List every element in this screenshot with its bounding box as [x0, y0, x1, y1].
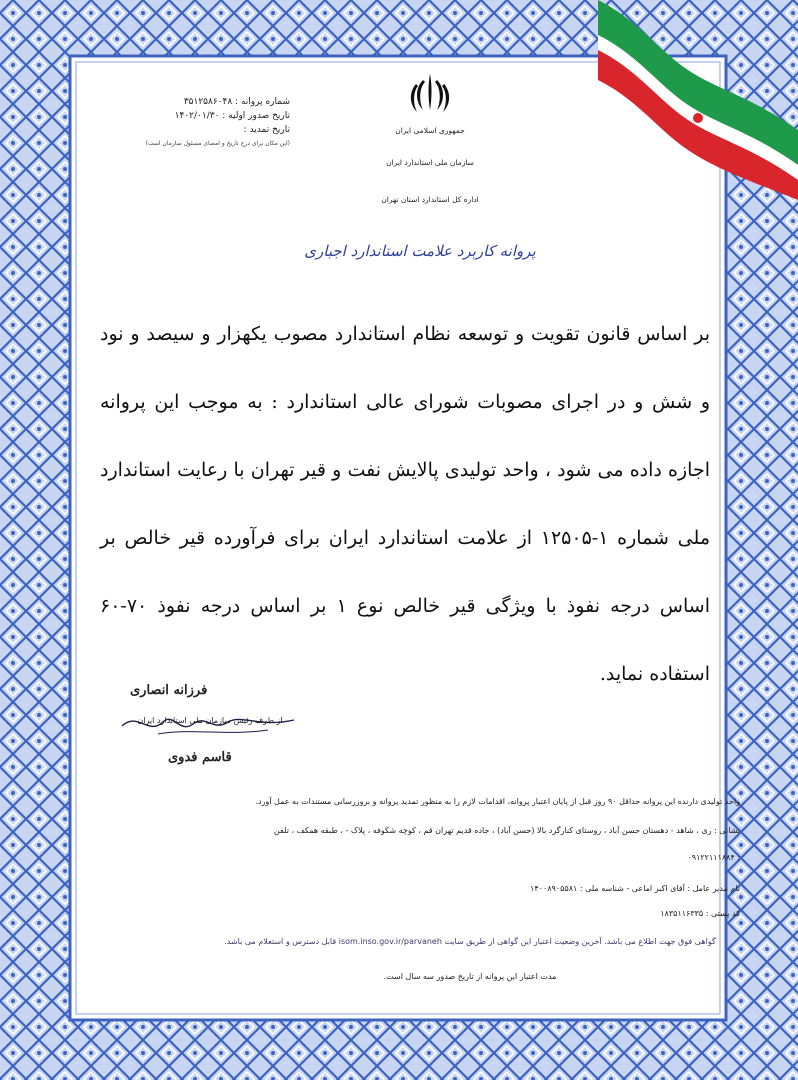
org-line-2: سازمان ملی استاندارد ایران: [386, 158, 474, 167]
second-signer-name: قاسم فدوی: [168, 750, 232, 765]
document-title: پروانه کاربرد علامت استاندارد اجباری: [304, 242, 536, 260]
license-body-text: بر اساس قانون تقویت و توسعه نظام استاندارد مصوب یکهزار و سیصد و نود و شش و در اجرای مصوبات شورای عالی استاندارد : به موجب این پروانه اجازه داده می شود ، واحد تولیدی پالایش نفت و قیر تهران با رعایت استاندارد ملی شماره ۱-۱۲۵۰۵ از علامت استاندارد ایران برای فرآورده قیر خالص بر اساس درجه نفوذ با ویژگی قیر خالص نوع ۱ بر اساس درجه نفوذ ۷۰-۶۰ استفاده نماید.: [100, 323, 710, 685]
org-line-1: جمهوری اسلامی ایران: [395, 126, 465, 135]
postal-code-line: کد پستی : ۱۸۳۵۱۱۶۳۳۵: [660, 909, 740, 918]
iran-emblem-icon: [405, 70, 455, 116]
renewal-notice: واحد تولیدی دارنده این پروانه حداقل ۹۰ روز قبل از پایان اعتبار پروانه، اقدامات لازم را به منظور تمدید پروانه و بروزرسانی مستندات به عمل آورد.: [255, 797, 740, 806]
phone-line: ۰۹۱۲۲۱۱۱۸۸۴ :: [687, 853, 740, 862]
iran-flag-ribbon: [598, 0, 798, 200]
signer-name: فرزانه انصاری: [130, 683, 208, 698]
renewal-note: (این مکان برای درج تاریخ و امضای مسئول سازمان است): [145, 140, 290, 147]
on-behalf-text: از طرف رئیس سازمان ملی استاندارد ایران: [137, 716, 283, 725]
license-header-info: [140, 95, 290, 151]
issue-date: تاریخ صدور اولیه : ۱۴۰۲/۰۱/۳۰: [174, 111, 290, 121]
org-line-3: اداره کل استاندارد استان تهران: [381, 195, 479, 204]
manager-line: نام مدیر عامل : آقای اکبر اماعی - شناسه ملی : ۱۴۰۰۸۹۰۵۵۸۱: [530, 884, 740, 893]
verification-notice: گواهی فوق جهت اطلاع می باشد. آخرین وضعیت اعتبار این گواهی از طریق سایت isom.inso.gov.ir/parvaneh قابل دسترس و استعلام می باشد.: [224, 937, 716, 946]
license-number: شماره پروانه : ۳۵۱۲۵۸۶۰۴۸: [183, 97, 290, 107]
address-line: نشانی : ری ، شاهد - دهستان حسن آباد ، روستای کنارگرد بالا (حسن آباد) ، جاده قدیم تهران قم ، کوچه شکوفه ، پلاک - ، طبقه همکف ، تلفن: [273, 826, 740, 835]
renewal-date: تاریخ تمدید :: [243, 125, 290, 135]
validity-notice: مدت اعتبار این پروانه از تاریخ صدور سه سال است.: [383, 972, 557, 981]
